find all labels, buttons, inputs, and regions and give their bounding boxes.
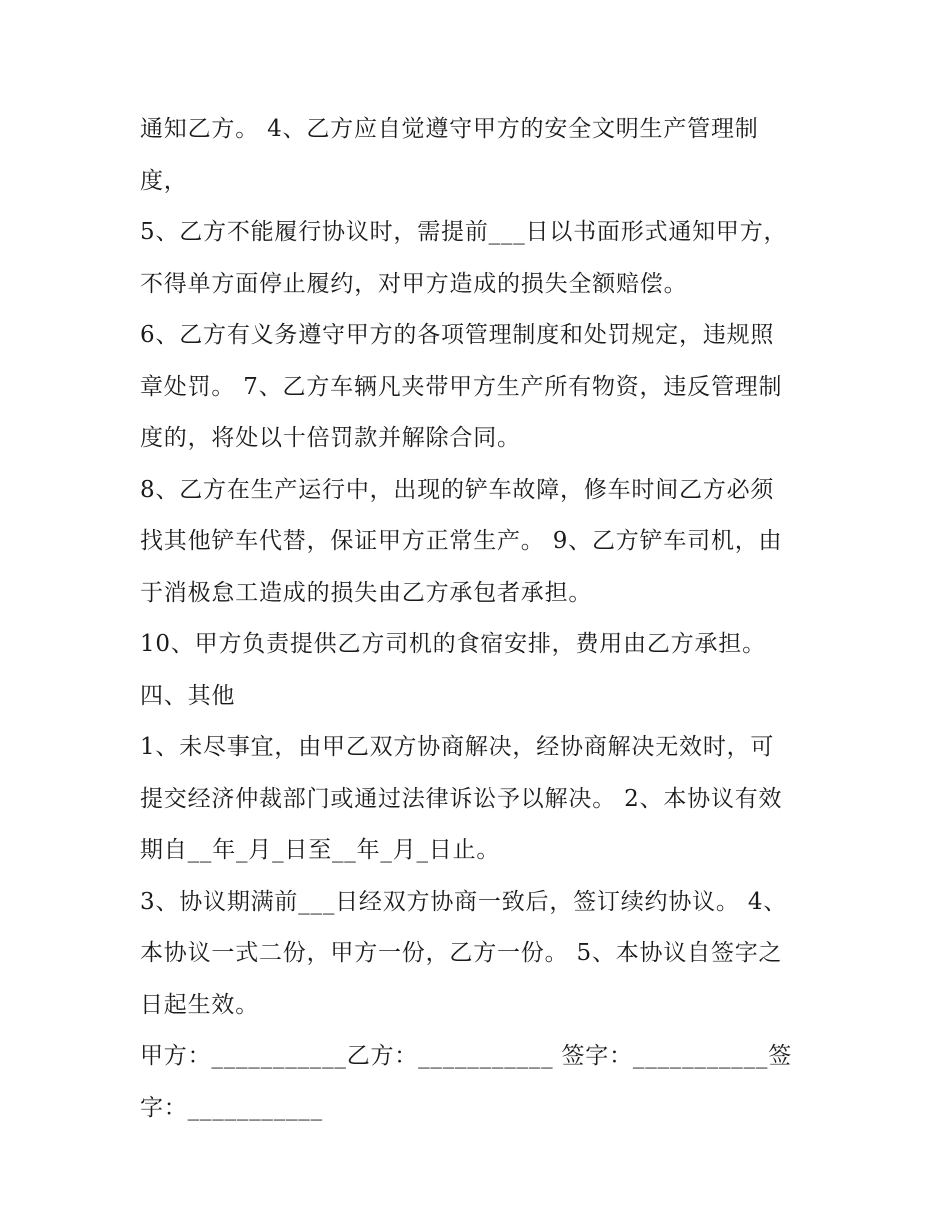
text-line: 6、乙方有义务遵守甲方的各项管理制度和处罚规定，违规照 [140, 322, 775, 348]
text-line: 章处罚。 7、乙方车辆凡夹带甲方生产所有物资，违反管理制 [140, 373, 783, 400]
text-line: 8、乙方在生产运行中，出现的铲车故障，修车时间乙方必须 [140, 476, 775, 503]
text-line: 本协议一式二份，甲方一份，乙方一份。 5、本协议自签字之 [140, 940, 783, 966]
text-line: 日起生效。 [140, 991, 259, 1018]
text-line: 1、未尽事宜，由甲乙双方协商解决，经协商解决无效时，可 [140, 734, 775, 760]
text-line: 5、乙方不能履行协议时，需提前___日以书面形式通知甲方， [140, 219, 788, 245]
text-line: 度， [140, 167, 188, 194]
text-line: 度的，将处以十倍罚款并解除合同。 [140, 425, 521, 451]
signature-line: 字：___________ [140, 1094, 323, 1121]
text-line: 于消极怠工造成的损失由乙方承包者承担。 [140, 579, 593, 606]
signature-line: 甲方：___________乙方：___________ 签字：___________签 [140, 1043, 793, 1069]
text-line: 通知乙方。 4、乙方应自觉遵守甲方的安全文明生产管理制 [140, 116, 759, 142]
text-line: 提交经济仲裁部门或通过法律诉讼予以解决。 2、本协议有效 [140, 785, 783, 812]
text-line: 10、甲方负责提供乙方司机的食宿安排，费用由乙方承担。 [140, 631, 766, 657]
section-heading: 四、其他 [140, 682, 236, 709]
text-line: 不得单方面停止履约，对甲方造成的损失全额赔偿。 [140, 270, 688, 297]
text-line: 找其他铲车代替，保证甲方正常生产。 9、乙方铲车司机，由 [140, 528, 783, 554]
document-body [140, 104, 820, 1134]
text-line: 3、协议期满前___日经双方协商一致后，签订续约协议。 4、 [140, 888, 788, 915]
text-line: 期自__年_月_日至__年_月_日止。 [140, 837, 501, 863]
